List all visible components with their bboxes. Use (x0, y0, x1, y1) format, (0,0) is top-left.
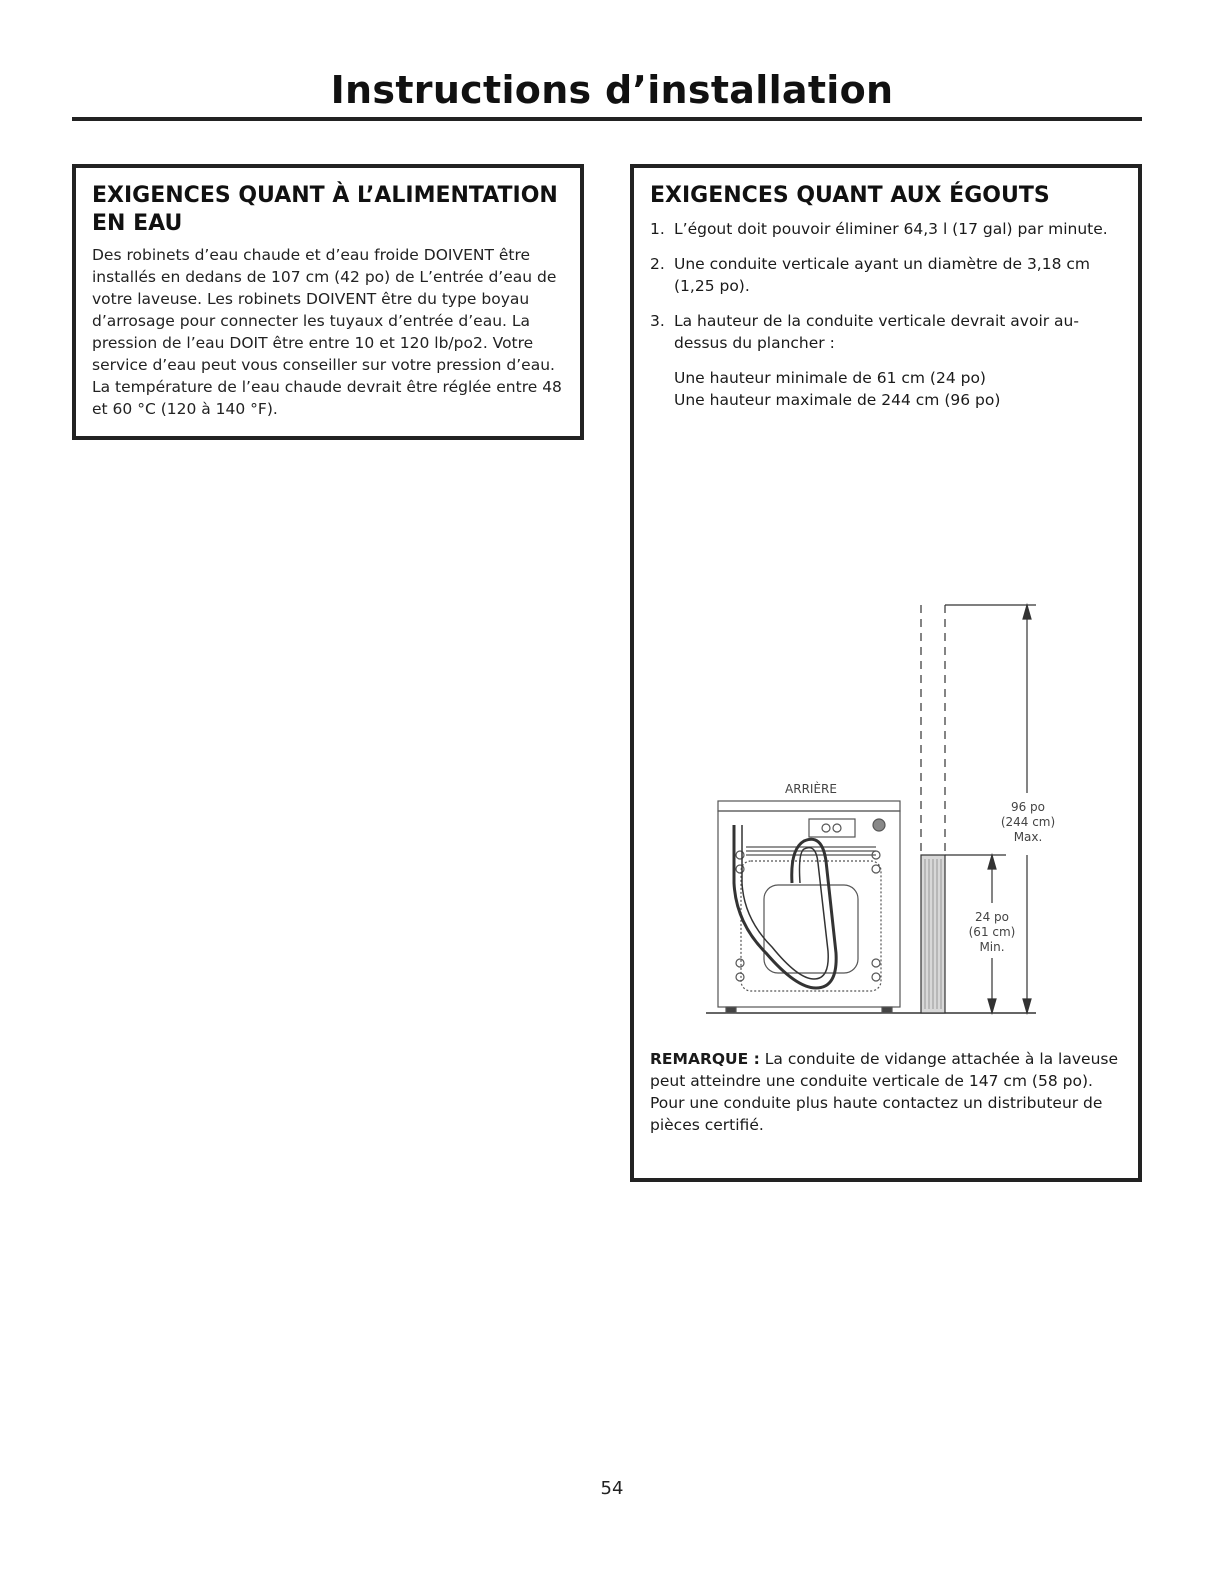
list-item-number: 3. (650, 312, 665, 330)
standpipe-illustration (921, 605, 945, 1013)
standpipe-heights (674, 367, 1122, 411)
min-height-line3: Min. (979, 940, 1005, 954)
washer-illustration (706, 801, 1036, 1013)
list-item (650, 310, 1122, 354)
min-height-text: Une hauteur minimale de 61 cm (24 po) (674, 369, 986, 387)
back-label: ARRIÈRE (785, 782, 837, 796)
water-supply-heading: EXIGENCES QUANT À L’ALIMENTATION EN EAU (92, 183, 558, 236)
list-item-text: La hauteur de la conduite verticale devrait avoir au-dessus du plancher : (674, 312, 1079, 352)
max-height-line3: Max. (1013, 830, 1043, 844)
list-item-text: Une conduite verticale ayant un diamètre de 3,18 cm (1,25 po). (674, 255, 1091, 295)
list-item (650, 253, 1122, 297)
standpipe-diagram (706, 593, 1056, 1023)
page-number: 54 (600, 1478, 624, 1499)
drain-heading: EXIGENCES QUANT AUX ÉGOUTS (650, 183, 1050, 208)
list-item-text: L’égout doit pouvoir éliminer 64,3 l (17 gal) par minute. (674, 220, 1108, 238)
drain-section (630, 164, 1142, 1182)
list-item (650, 218, 1122, 240)
note (650, 1048, 1126, 1136)
note-label: REMARQUE : (650, 1050, 760, 1068)
title-divider (72, 117, 1142, 121)
drain-requirements-list (650, 218, 1122, 354)
water-supply-section (72, 164, 584, 440)
page-title: Instructions d’installation (330, 68, 894, 112)
list-item-number: 1. (650, 220, 665, 238)
min-height-line1: 24 po (974, 910, 1010, 924)
min-height-line2: (61 cm) (968, 925, 1016, 939)
max-height-line2: (244 cm) (1000, 815, 1056, 829)
max-height-line1: 96 po (1010, 800, 1046, 814)
note-text: La conduite de vidange attachée à la laveuse peut atteindre une conduite verticale de 147 cm (58 po). Pour une conduite plus haute contactez un distributeur de pièces certifié. (650, 1050, 1119, 1134)
water-supply-text: Des robinets d’eau chaude et d’eau froide DOIVENT être installés en dedans de 107 cm (42 po) de L’entrée d’eau de votre laveuse. Les robinets DOIVENT être du type boyau d’arrosage pour connecter les tuyaux d’entrée d’eau. La pression de l’eau DOIT être entre 10 et 120 lb/po2. Votre service d’eau peut vous conseiller sur votre pression d’eau. La température de l’eau chaude devrait être réglée entre 48 et 60 °C (120 à 140 °F). (92, 246, 562, 418)
list-item-number: 2. (650, 255, 665, 273)
max-height-text: Une hauteur maximale de 244 cm (96 po) (674, 391, 1001, 409)
